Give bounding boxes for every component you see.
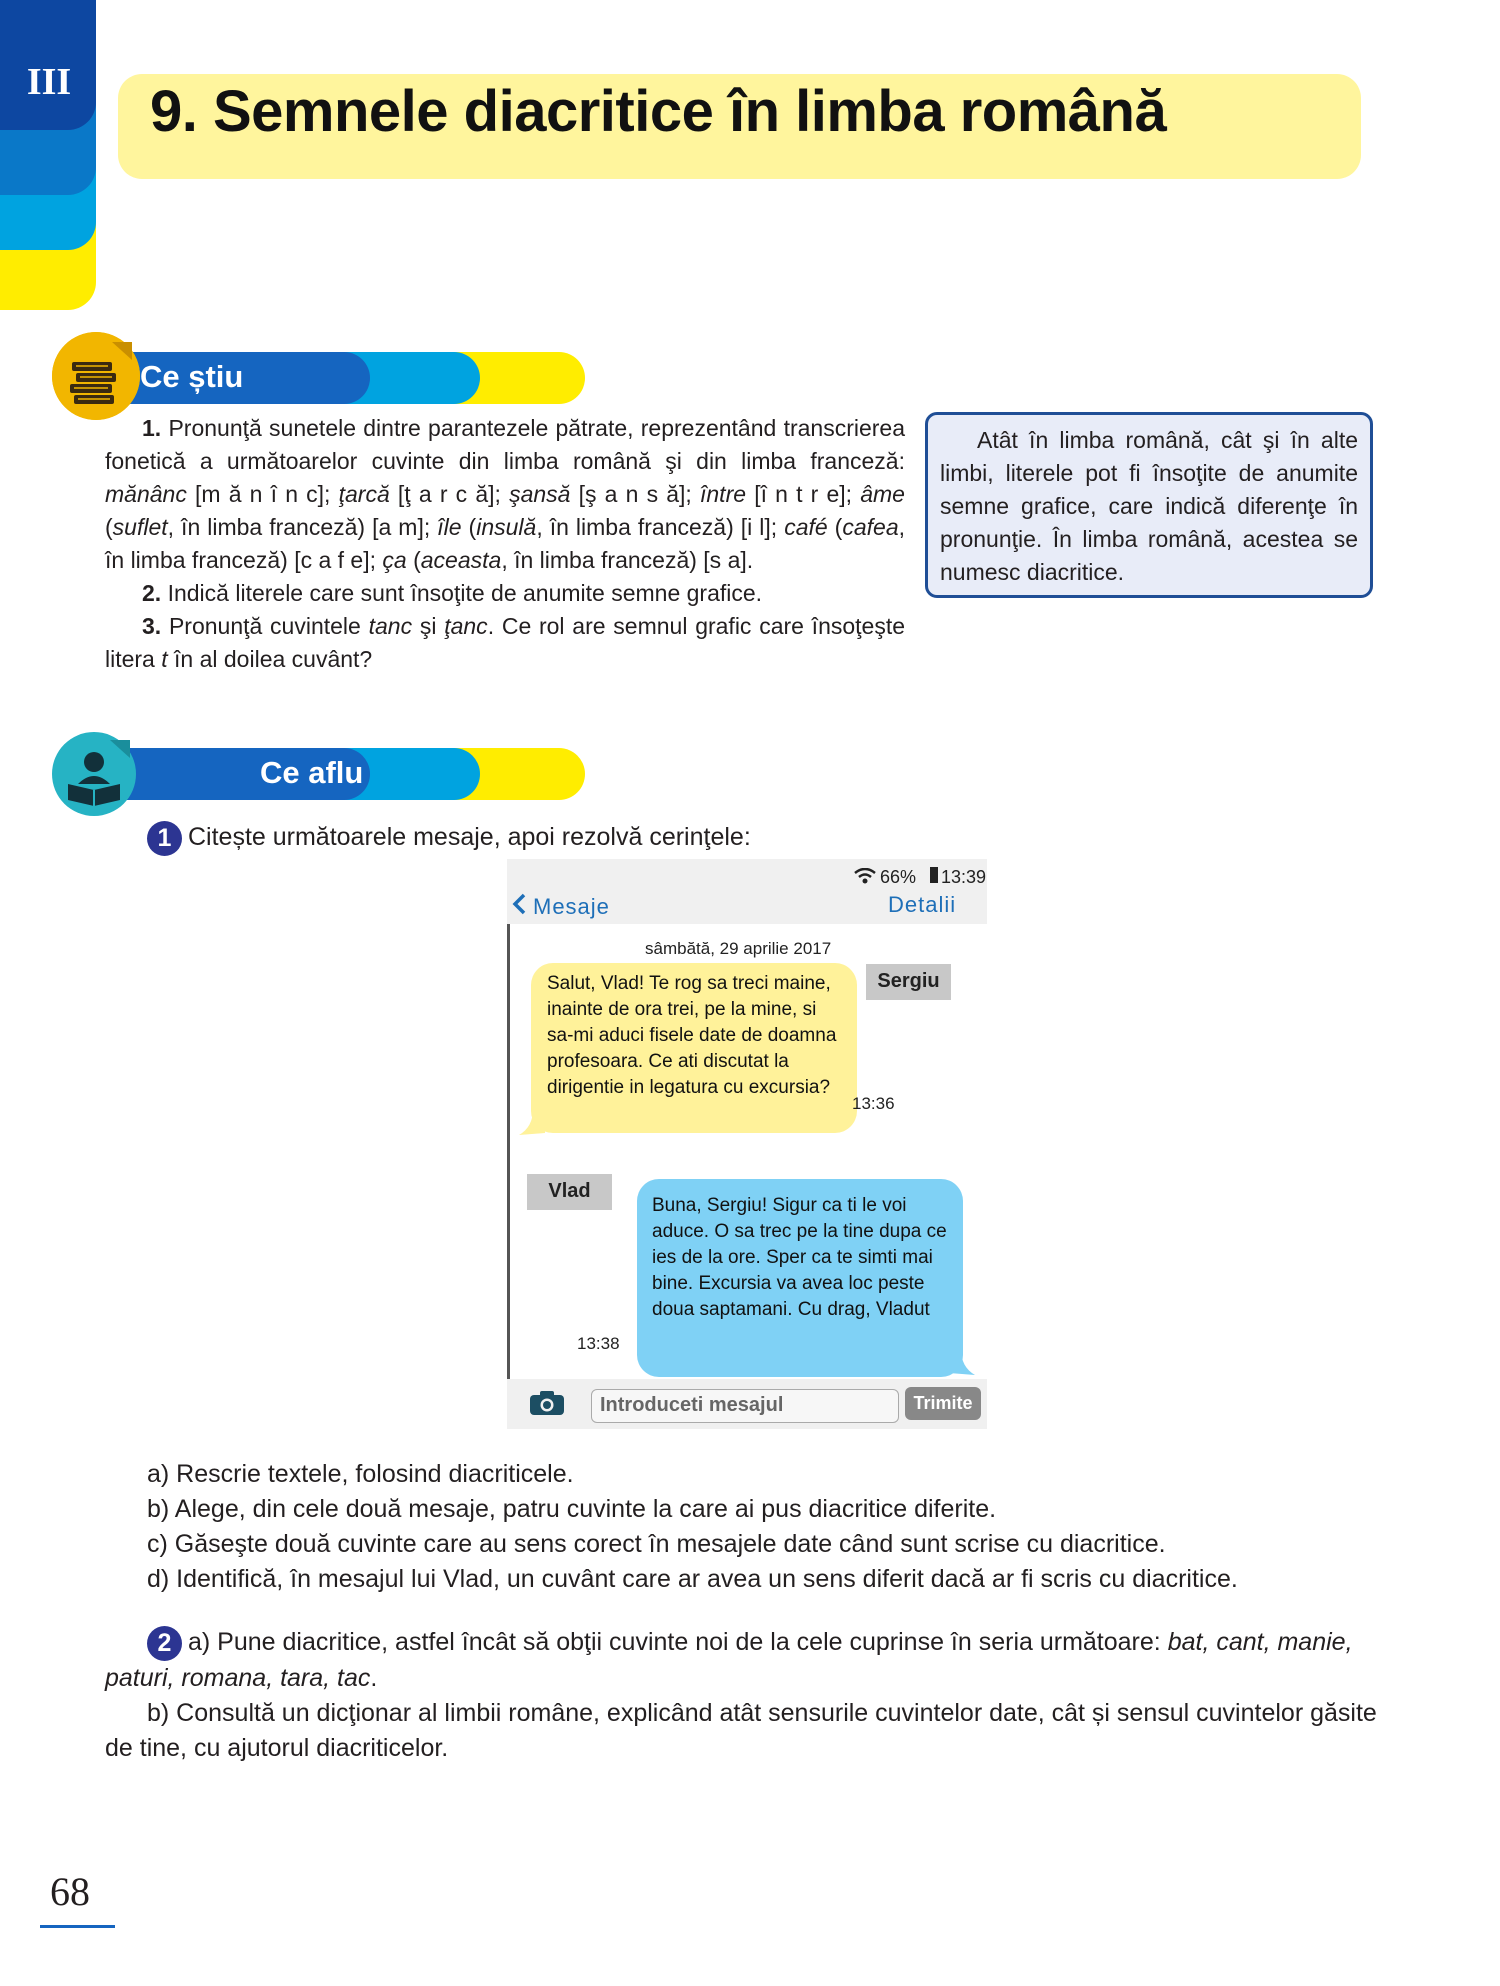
info-box — [925, 412, 1373, 598]
exercise-2: 2. Indică literele care sunt însoţite de anumite semne grafice. — [142, 580, 763, 606]
sender-label-sergiu: Sergiu — [866, 964, 951, 1000]
message-input[interactable]: Introduceti mesajul — [591, 1389, 899, 1423]
task-a: a) Rescrie textele, folosind diacriticele. — [147, 1460, 574, 1488]
exercise-1-tasks — [147, 1457, 1377, 1597]
message-time-2: 13:38 — [577, 1334, 620, 1353]
battery-percent: 66% — [880, 867, 917, 887]
exercise-1-intro: 1 Citește următoarele mesaje, apoi rezolvă cerinţele: — [147, 820, 751, 856]
chapter-side-tab — [0, 0, 98, 310]
details-link[interactable]: Detalii — [888, 892, 957, 917]
conversation-date: sâmbătă, 29 aprilie 2017 — [645, 939, 832, 958]
message-text-vlad: Buna, Sergiu! Sigur ca ti le voi aduce. O sa trec pe la tine dupa ce ies de la ore. Sper ca te simti mai bine. Excursia va avea loc peste doua saptamani. Cu drag, Vladut — [652, 1195, 947, 1320]
exercise-2 — [105, 1625, 1385, 1766]
exercise-number-badge: 2 — [147, 1626, 182, 1661]
task-c: c) Găseşte două cuvinte care au sens corect în mesajele date când sunt scrise cu diacritice. — [147, 1530, 1166, 1558]
wifi-icon — [854, 868, 876, 889]
status-time: 13:39 — [941, 867, 987, 887]
camera-icon[interactable] — [529, 1390, 565, 1421]
page-number-underline — [40, 1925, 115, 1928]
send-button[interactable]: Trimite — [905, 1387, 981, 1420]
battery-icon — [930, 867, 938, 883]
message-time-1: 13:36 — [852, 1094, 895, 1113]
books-icon — [52, 332, 140, 420]
section1-exercises — [105, 412, 905, 676]
page-title: 9. Semnele diacritice în limba română — [150, 79, 1167, 144]
bubble-tail-left — [517, 1109, 547, 1144]
info-box-text: Atât în limba română, cât şi în alte limbi, literele pot fi însoţite de anumite semne grafice, care indică diferenţe în pronunţie. În limba română, acestea se numesc diacritice. — [940, 427, 1358, 585]
phone-screenshot — [507, 859, 987, 1429]
message-bubble-sergiu — [531, 963, 857, 1133]
section2-title: Ce aflu — [260, 755, 364, 790]
message-text-sergiu: Salut, Vlad! Te rog sa treci maine, inainte de ora trei, pe la mine, si sa-mi aduci fisele date de doamna profesoara. Ce ati discutat la dirigentie in legatura cu excursia? — [547, 973, 837, 1098]
page-number: 68 — [50, 1869, 90, 1914]
exercise-2-b: b) Consultă un dicţionar al limbii române, explicând atât sensurile cuvintelor date, cât și sensul cuvintelor găsite de tine, cu ajutorul diacriticelor. — [105, 1698, 1377, 1762]
task-b: b) Alege, din cele două mesaje, patru cuvinte la care ai pus diacritice diferite. — [147, 1495, 997, 1523]
reader-icon — [52, 732, 136, 816]
exercise-1: 1. Pronunţă sunetele dintre parantezele pătrate, reprezentând transcrierea fonetică a următoarelor cuvinte din limba română şi din limba franceză: mănânc [m ă n î n c]; ţarcă [ţ a r c ă]; şansă [ş a n s ă]; între [î n t r e]; âme (suflet, în limba franceză) [a m]; île (insulă, în limba franceză) [i l]; café (cafea, în limba franceză) [c a f e]; ça (aceasta, în limba franceză) [s a]. — [105, 415, 906, 573]
task-d: d) Identifică, în mesajul lui Vlad, un cuvânt care ar avea un sens diferit dacă ar fi scris cu diacritice. — [147, 1565, 1238, 1593]
section1-title: Ce știu — [140, 359, 244, 394]
exercise-2-a: 2 a) Pune diacritice, astfel încât să obţii cuvinte noi de la cele cuprinse în seria următoare: bat, cant, manie, paturi, romana, tara, tac. — [105, 1625, 1385, 1696]
back-button[interactable]: Mesaje — [511, 892, 610, 921]
exercise-3: 3. Pronunţă cuvintele tanc şi ţanc. Ce rol are semnul grafic care însoţeşte litera t în al doilea cuvânt? — [105, 613, 906, 672]
chapter-roman-numeral: III — [26, 61, 72, 103]
message-bubble-vlad — [637, 1179, 963, 1377]
sender-label-vlad: Vlad — [527, 1174, 612, 1210]
chevron-left-icon — [511, 892, 527, 921]
exercise-number-badge: 1 — [147, 821, 182, 856]
